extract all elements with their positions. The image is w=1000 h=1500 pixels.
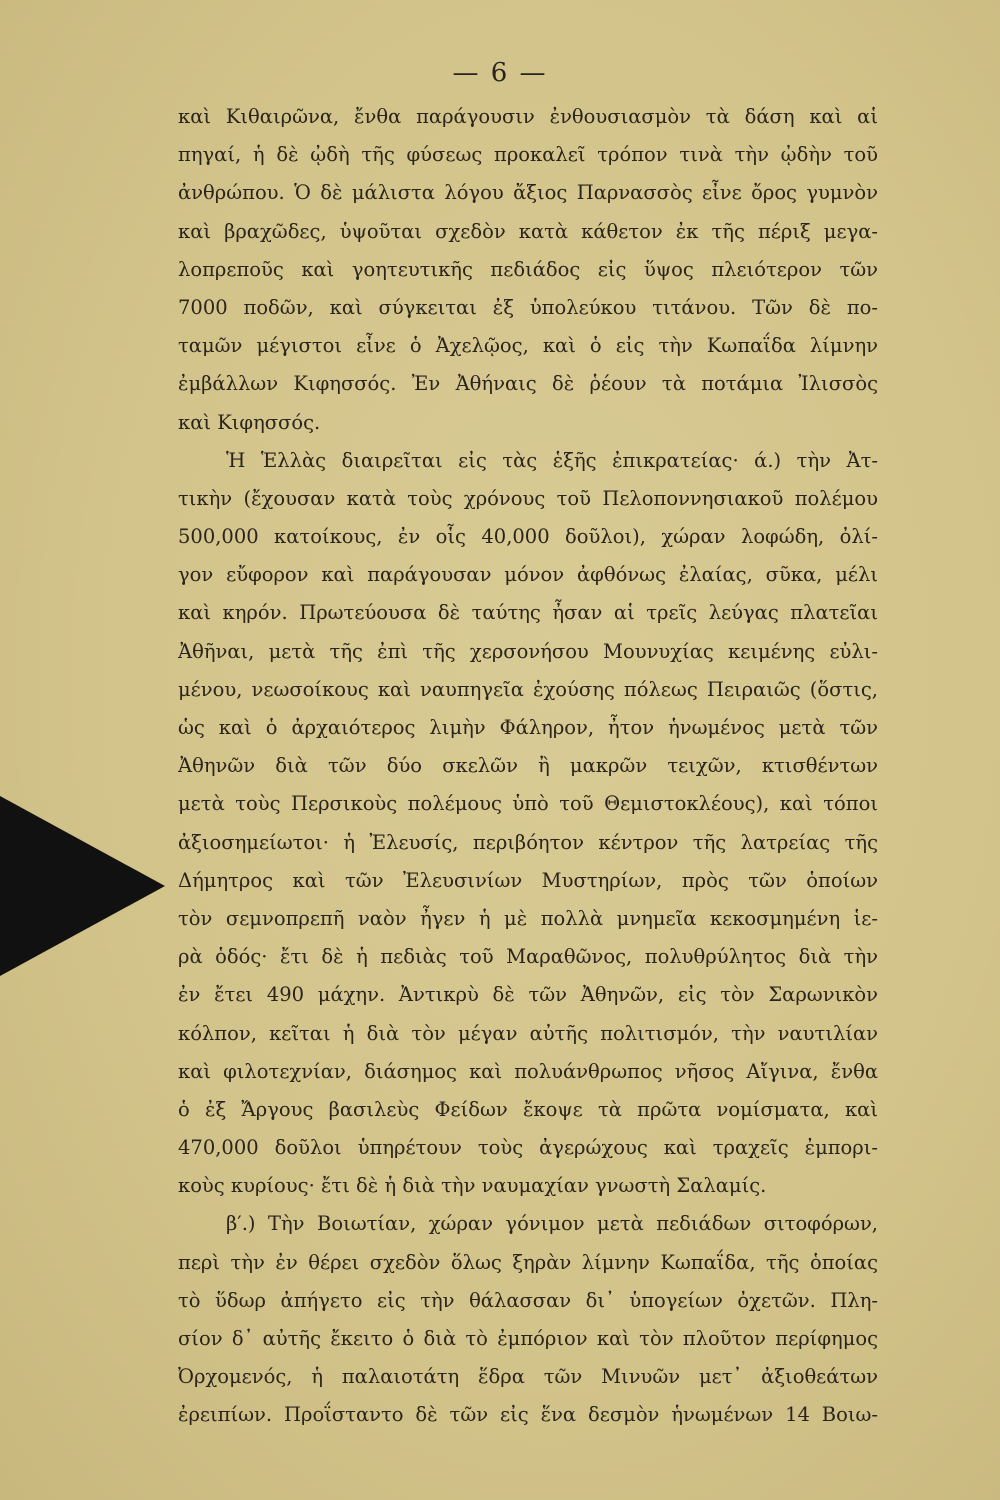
text-line: πηγαί, ἡ δὲ ᾠδὴ τῆς φύσεως προκαλεῖ τρόπον τινὰ τὴν ᾠδὴν τοῦ — [178, 143, 878, 167]
text-line: καὶ κηρόν. Πρωτεύουσα δὲ ταύτης ἦσαν αἱ τρεῖς λεύγας πλατεῖαι — [178, 601, 878, 625]
text-line: ὡς καὶ ὁ ἀρχαιότερος λιμὴν Φάληρον, ἦτον ἡνωμένος μετὰ τῶν — [178, 716, 878, 739]
text-line: ταμῶν μέγιστοι εἶνε ὁ Ἀχελῷος, καὶ ὁ εἰς τὴν Κωπαΐδα λίμνην — [178, 334, 878, 358]
text-line: ὁ ἐξ Ἄργους βασιλεὺς Φείδων ἔκοψε τὰ πρῶτα νομίσματα, καὶ — [178, 1097, 878, 1121]
text-line: τικὴν (ἔχουσαν κατὰ τοὺς χρόνους τοῦ Πελοποννησιακοῦ πολέμου — [178, 486, 878, 510]
page-number-header: — 6 — — [452, 58, 548, 88]
text-line: τὸ ὕδωρ ἀπήγετο εἰς τὴν θάλασσαν δι᾽ ὑπογείων ὀχετῶν. Πλη- — [178, 1288, 878, 1312]
text-line: σίον δ᾽ αὐτῆς ἔκειτο ὁ διὰ τὸ ἐμπόριον καὶ τὸν πλοῦτον περίφημος — [178, 1327, 878, 1350]
text-line: Δήμητρος καὶ τῶν Ἐλευσινίων Μυστηρίων, πρὸς τῶν ὁποίων — [178, 868, 878, 892]
text-line: ἐρειπίων. Προΐσταντο δὲ τῶν εἰς ἕνα δεσμὸν ἡνωμένων 14 Βοιω- — [178, 1403, 878, 1427]
text-line: 7000 ποδῶν, καὶ σύγκειται ἐξ ὑπολεύκου τιτάνου. Τῶν δὲ πο- — [178, 295, 878, 319]
text-line: Ἀθῆναι, μετὰ τῆς ἐπὶ τῆς χερσονήσου Μουνυχίας κειμένης εὐλι- — [178, 639, 878, 663]
text-line: Ἡ Ἑλλὰς διαιρεῖται εἰς τὰς ἑξῆς ἐπικρατείας· ά.) τὴν Ἀτ- — [226, 448, 878, 472]
text-line: τὸν σεμνοπρεπῆ ναὸν ἦγεν ἡ μὲ πολλὰ μνημεῖα κεκοσμημένη ἱε- — [178, 906, 878, 930]
text-line: ρὰ ὁδός· ἔτι δὲ ἡ πεδιὰς τοῦ Μαραθῶνος, πολυθρύλητος διὰ τὴν — [178, 945, 878, 969]
text-line: 470,000 δοῦλοι ὑπηρέτουν τοὺς ἀγερώχους καὶ τραχεῖς ἐμπορι- — [178, 1136, 878, 1160]
text-line: ἐμβάλλων Κιφησσός. Ἐν Ἀθήναις δὲ ῥέουν τὰ ποτάμια Ἰλισσὸς — [178, 372, 878, 396]
text-line: καὶ βραχῶδες, ὑψοῦται σχεδὸν κατὰ κάθετον ἐκ τῆς πέριξ μεγα- — [178, 219, 878, 243]
text-line: κοὺς κυρίους· ἔτι δὲ ἡ διὰ τὴν ναυμαχίαν γνωστὴ Σαλαμίς. — [178, 1174, 767, 1198]
text-line: ἀνθρώπου. Ὁ δὲ μάλιστα λόγου ἄξιος Παρνασσὸς εἶνε ὄρος γυμνὸν — [178, 181, 878, 205]
text-line: Ὀρχομενός, ἡ παλαιοτάτη ἕδρα τῶν Μινυῶν μετ᾽ ἀξιοθεάτων — [178, 1365, 878, 1389]
text-line: περὶ τὴν ἐν θέρει σχεδὸν ὅλως ξηρὰν λίμνην Κωπαΐδα, τῆς ὁποίας — [178, 1250, 878, 1274]
text-line: καὶ Κιφησσός. — [178, 410, 321, 434]
body-text — [178, 98, 878, 1435]
text-line: μετὰ τοὺς Περσικοὺς πολέμους ὑπὸ τοῦ Θεμιστοκλέους), καὶ τόποι — [178, 792, 878, 816]
text-line: 500,000 κατοίκους, ἐν οἷς 40,000 δοῦλοι), χώραν λοφώδη, ὀλί- — [178, 525, 878, 549]
text-line: γον εὔφορον καὶ παράγουσαν μόνον ἀφθόνως ἐλαίας, σῦκα, μέλι — [178, 563, 878, 587]
text-line: Ἀθηνῶν διὰ τῶν δύο σκελῶν ἢ μακρῶν τειχῶν, κτισθέντων — [178, 754, 878, 778]
text-line: καὶ φιλοτεχνίαν, διάσημος καὶ πολυάνθρωπος νῆσος Αἴγινα, ἔνθα — [178, 1059, 878, 1083]
text-line: μένου, νεωσοίκους καὶ ναυπηγεῖα ἐχούσης πόλεως Πειραιῶς (ὅστις, — [178, 677, 878, 701]
text-line: ἐν ἔτει 490 μάχην. Ἀντικρὺ δὲ τῶν Ἀθηνῶν, εἰς τὸν Σαρωνικὸν — [178, 983, 878, 1007]
text-line: κόλπον, κεῖται ἡ διὰ τὸν μέγαν αὐτῆς πολιτισμόν, τὴν ναυτιλίαν — [178, 1021, 878, 1045]
text-line: καὶ Κιθαιρῶνα, ἔνθα παράγουσιν ἐνθουσιασμὸν τὰ δάση καὶ αἱ — [178, 105, 878, 128]
text-line: ἀξιοσημείωτοι· ἡ Ἐλευσίς, περιβόητον κέντρον τῆς λατρείας τῆς — [178, 830, 878, 854]
black-triangle-marker — [0, 796, 165, 976]
text-line: λοπρεποῦς καὶ γοητευτικῆς πεδιάδος εἰς ὕψος πλειότερον τῶν — [178, 257, 878, 281]
text-line: β′.) Τὴν Βοιωτίαν, χώραν γόνιμον μετὰ πεδιάδων σιτοφόρων, — [226, 1212, 878, 1236]
